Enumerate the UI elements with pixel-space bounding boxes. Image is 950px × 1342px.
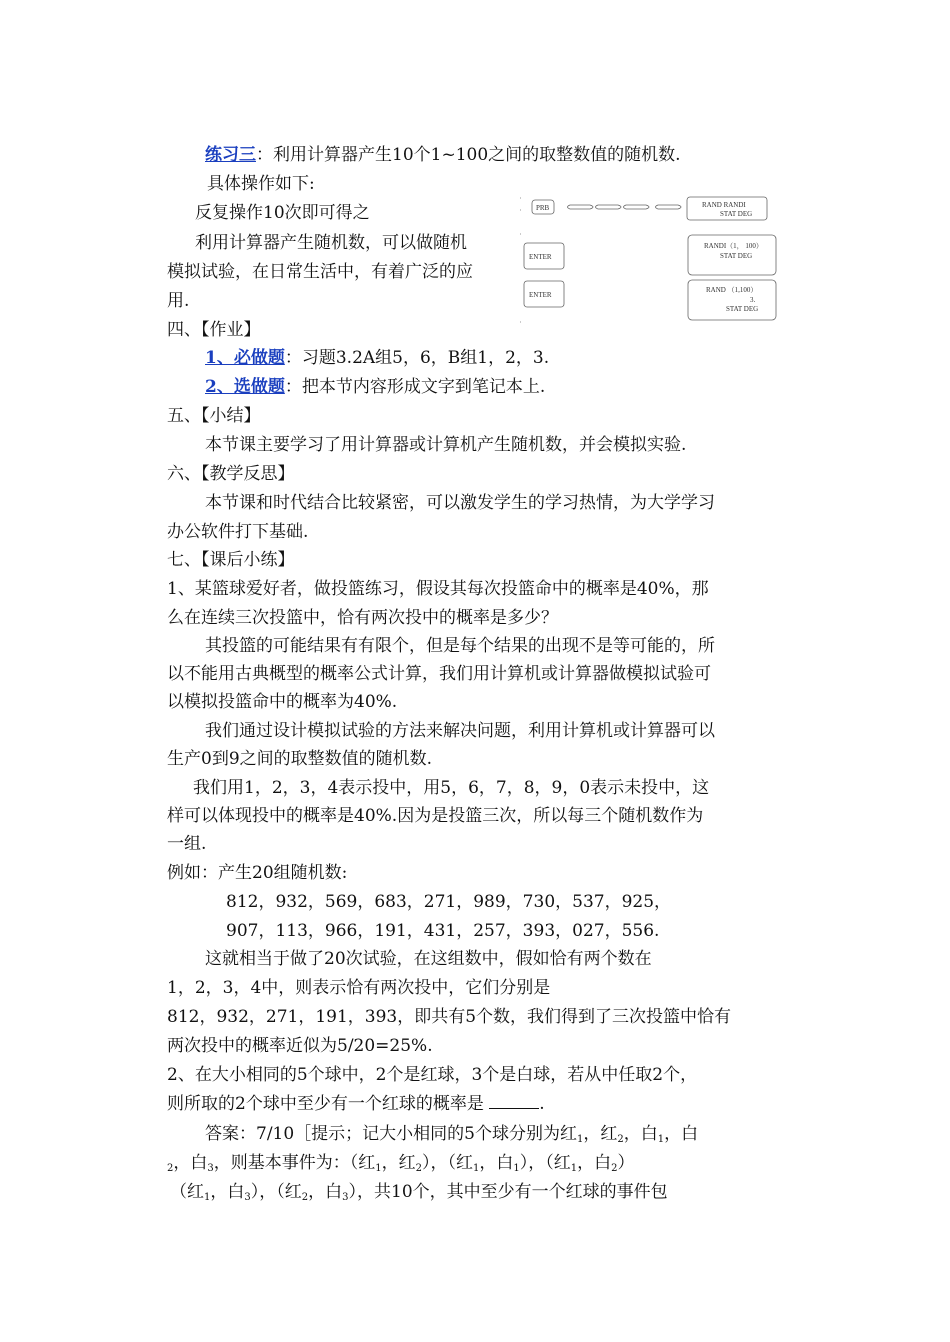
para-line-9: 这就相当于做了20次试验，在这组数中，假如恰有两个数在 (205, 949, 652, 969)
sub: 1 (204, 1192, 211, 1203)
answer-text: ，白 (173, 1153, 208, 1173)
sub: 3 (342, 1192, 349, 1203)
sub: 3 (244, 1192, 251, 1203)
answer-text: ，白 (577, 1153, 612, 1173)
enter-key-2: ENTER (529, 291, 552, 299)
stat-deg-2: STAT DEG (720, 252, 753, 260)
answer-text-1: 答案：7/10［提示；记大小相同的5个球分别为红 (205, 1124, 577, 1144)
answer-text: ，白 (210, 1182, 245, 1202)
answer-line-3 (170, 1180, 668, 1210)
para-line-2: 以不能用古典概型的概率公式计算，我们用计算机或计算器做模拟试验可 (167, 664, 711, 684)
sub: 1 (570, 1163, 578, 1174)
exercise3-label: 练习三 (205, 145, 256, 165)
stat-deg-1: STAT DEG (720, 210, 753, 218)
rand-value: 3. (750, 296, 756, 304)
para-line-3: 以模拟投篮命中的概率为40%. (167, 692, 398, 712)
reflect-line-1: 本节课和时代结合比较紧密，可以激发学生的学习热情，为大学学习 (205, 493, 715, 513)
sub: 1 (513, 1163, 520, 1174)
para-line-8: 一组. (167, 834, 207, 854)
q2-text: 则所取的2个球中至少有一个红球的概率是 (167, 1094, 484, 1114)
answer-text: ），共10个，其中至少有一个红球的事件包 (348, 1182, 668, 1202)
answer-text: ，白 (664, 1124, 699, 1144)
para-line-5: 生产0到9之间的取整数值的随机数. (167, 749, 433, 769)
sub: 2 (611, 1163, 618, 1174)
prb-key: PRB (536, 204, 550, 212)
randi-top: RAND RANDI (702, 201, 746, 209)
homework1-line (205, 346, 549, 370)
section5-heading: 五、【小结】 (167, 406, 261, 426)
section7-heading: 七、【课后小练】 (167, 550, 295, 570)
random-numbers-1: 812，932，569，683，271，989，730，537，925， (226, 892, 672, 912)
answer-text: ，则基本事件为：（红 (213, 1153, 376, 1173)
answer-text: ，白 (479, 1153, 514, 1173)
sub: 1 (657, 1134, 665, 1145)
para-line-12: 两次投中的概率近似为5/20=25%. (167, 1036, 433, 1056)
sub: 2 (301, 1192, 309, 1203)
answer-text: ，红 (381, 1153, 416, 1173)
sub: 1 (473, 1163, 480, 1174)
repeat-line: 反复操作10次即可得之 (195, 203, 370, 223)
section4-heading: 四、【作业】 (167, 320, 261, 340)
exercise3-text: ：利用计算器产生10个1~100之间的取整数值的随机数. (256, 145, 681, 165)
sub: 2 (167, 1163, 174, 1174)
answer-line-2 (167, 1151, 635, 1181)
para-line-10: 1，2，3，4中，则表示恰有两次投中，它们分别是 (167, 978, 551, 998)
sub: 2 (617, 1134, 624, 1145)
stat-deg-3: STAT DEG (726, 305, 759, 313)
answer-text: ），（红 (250, 1182, 302, 1202)
rand-bot: RAND （1,100） (706, 286, 758, 294)
para-line-11: 812，932，271，191，393，即共有5个数，我们得到了三次投篮中恰有 (167, 1007, 732, 1027)
random-numbers-2: 907，113，966，191，431，257，393，027，556. (226, 921, 660, 941)
q1-line-1: 1、某篮球爱好者，做投篮练习，假设其每次投篮命中的概率是40%，那 (167, 579, 709, 599)
para-line-1: 其投篮的可能结果有有限个，但是每个结果的出现不是等可能的，所 (205, 636, 715, 656)
answer-text: ） (617, 1153, 635, 1173)
ops-line: 具体操作如下: (207, 174, 315, 194)
answer-blank (489, 1094, 539, 1109)
answer-text: ，白 (308, 1182, 343, 1202)
sub: 2 (415, 1163, 422, 1174)
answer-text: ，红 (583, 1124, 618, 1144)
para-line-7: 样可以体现投中的概率是40%.因为是投篮三次，所以每三个随机数作为 (167, 806, 704, 826)
answer-text: ，白 (623, 1124, 658, 1144)
section6-heading: 六、【教学反思】 (167, 464, 295, 484)
answer-line-1 (205, 1122, 698, 1152)
randi-mid: RANDI（1， 100） (704, 242, 763, 250)
para-line-6: 我们用1，2，3，4表示投中，用5，6，7，8，9，0表示未投中，这 (193, 778, 710, 798)
example-line: 例如：产生20组随机数: (167, 863, 348, 883)
para-line-4: 我们通过设计模拟试验的方法来解决问题，利用计算机或计算器可以 (205, 721, 715, 741)
use-line-3: 用. (167, 291, 190, 311)
reflect-line-2: 办公软件打下基础. (167, 522, 309, 542)
answer-text: （红 (170, 1182, 204, 1202)
use-line-1: 利用计算器产生随机数，可以做随机 (195, 233, 467, 253)
answer-text: ），（红 (422, 1153, 473, 1173)
enter-key-1: ENTER (529, 253, 552, 261)
q2-line-2 (167, 1092, 545, 1116)
answer-text: ），（红 (519, 1153, 571, 1173)
q2-line-1: 2、在大小相同的5个球中，2个是红球，3个是白球，若从中任取2个， (167, 1065, 698, 1085)
q2-end: . (539, 1094, 545, 1114)
q1-line-2: 么在连续三次投篮中，恰有两次投中的概率是多少？ (167, 608, 558, 628)
sub: 1 (375, 1163, 382, 1174)
calculator-steps-figure (520, 193, 782, 326)
homework1-label: 1、必做题 (205, 348, 285, 368)
homework2-text: ：把本节内容形成文字到笔记本上. (284, 377, 546, 397)
sub: 1 (577, 1134, 584, 1145)
exercise3-line (205, 143, 681, 167)
homework1-text: ：习题3.2A组5，6，B组1，2，3. (284, 348, 550, 368)
homework2-label: 2、选做题 (205, 377, 285, 397)
summary-line: 本节课主要学习了用计算器或计算机产生随机数，并会模拟实验. (205, 435, 687, 455)
use-line-2: 模拟试验，在日常生活中，有着广泛的应 (167, 262, 473, 282)
sub: 3 (207, 1163, 214, 1174)
homework2-line (205, 375, 545, 399)
